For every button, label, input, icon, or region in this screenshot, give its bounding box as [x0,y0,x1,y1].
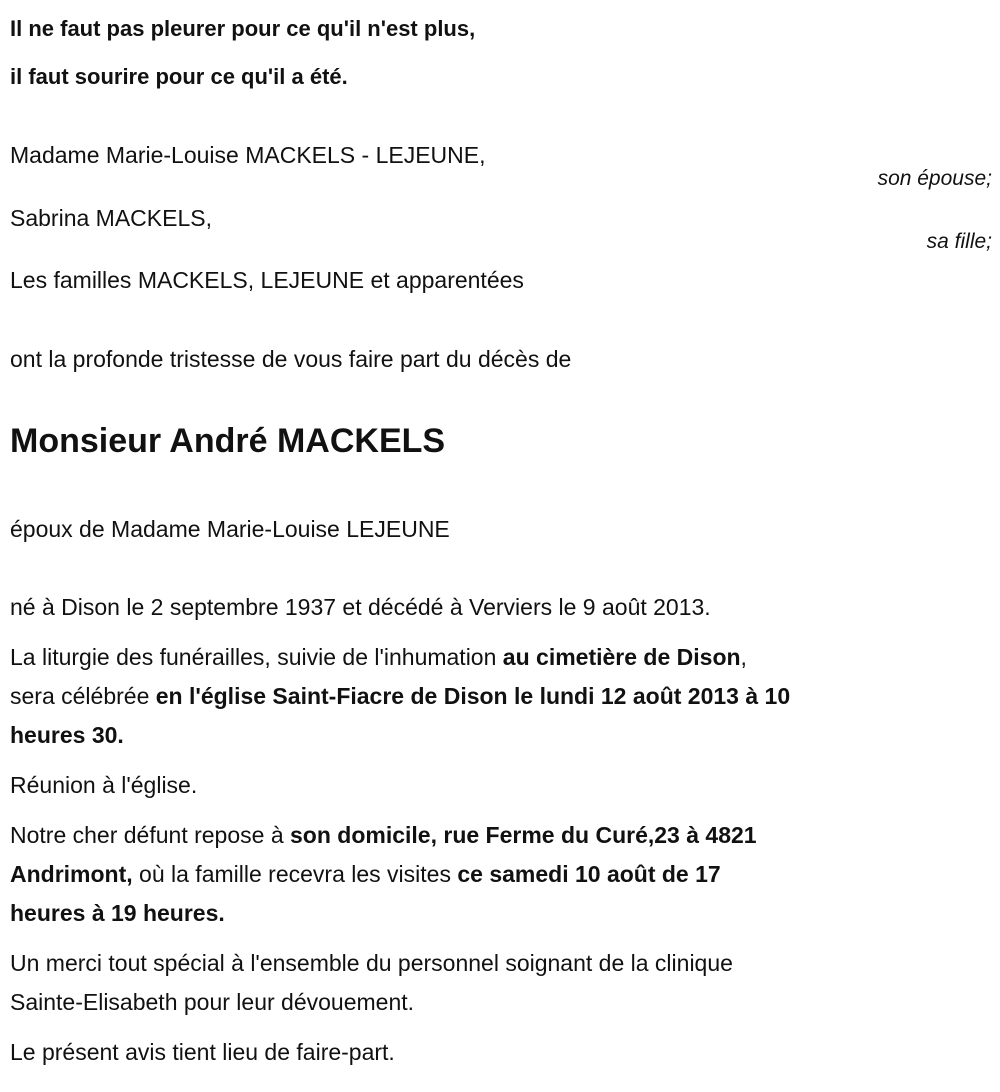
text: né à Dison le 2 septembre 1937 et décédé à Verviers le 9 août 2013. [10,594,711,620]
text: La liturgie des funérailles, suivie de l'inhumation [10,644,503,670]
text: Sainte-Elisabeth pour leur dévouement. [10,989,415,1015]
paragraph-line [10,677,790,716]
family-member-spouse: Madame Marie-Louise MACKELS - LEJEUNE, [10,142,486,168]
announcement: ont la profonde tristesse de vous faire part du décès de [10,346,572,372]
text: Notre cher défunt repose à [10,822,290,848]
paragraph-line [10,983,790,1022]
paragraph-line [10,944,790,983]
family-members-others: Les familles MACKELS, LEJEUNE et apparentées [10,267,524,293]
bold-text: Andrimont, [10,861,133,887]
text: sera célébrée [10,683,156,709]
text: Réunion à l'église. [10,772,198,798]
family-member-daughter: Sabrina MACKELS, [10,205,212,231]
paragraph [10,816,790,933]
paragraph-line [10,588,790,627]
paragraph-line [10,1033,790,1072]
bold-text: heures à 19 heures. [10,900,225,926]
role-spouse: son épouse; [877,167,992,190]
paragraph [10,944,790,1022]
obituary-body [10,588,790,1083]
text: Le présent avis tient lieu de faire-part. [10,1039,395,1065]
paragraph [10,766,790,805]
text: , [740,644,747,670]
quote-line-2: il faut sourire pour ce qu'il a été. [10,64,348,89]
paragraph [10,638,790,755]
paragraph [10,1033,790,1072]
spouse-line: époux de Madame Marie-Louise LEJEUNE [10,516,450,542]
paragraph-line [10,766,790,805]
bold-text: heures 30. [10,722,124,748]
paragraph-line [10,855,790,894]
bold-text: au cimetière de Dison [502,644,741,670]
quote-line-1: Il ne faut pas pleurer pour ce qu'il n'est plus, [10,16,476,41]
paragraph [10,588,790,627]
deceased-name: Monsieur André MACKELS [10,422,446,460]
paragraph-line [10,894,790,933]
paragraph-line [10,638,790,677]
bold-text: ce samedi 10 août de 17 [457,861,721,887]
bold-text: son domicile, rue Ferme du Curé,23 à 4821 [290,822,757,848]
text: où la famille recevra les visites [132,861,458,887]
role-daughter: sa fille; [926,230,992,253]
bold-text: en l'église Saint-Fiacre de Dison le lundi 12 août 2013 à 10 [155,683,791,709]
paragraph-line [10,816,790,855]
paragraph-line [10,716,790,755]
text: Un merci tout spécial à l'ensemble du personnel soignant de la clinique [10,950,733,976]
